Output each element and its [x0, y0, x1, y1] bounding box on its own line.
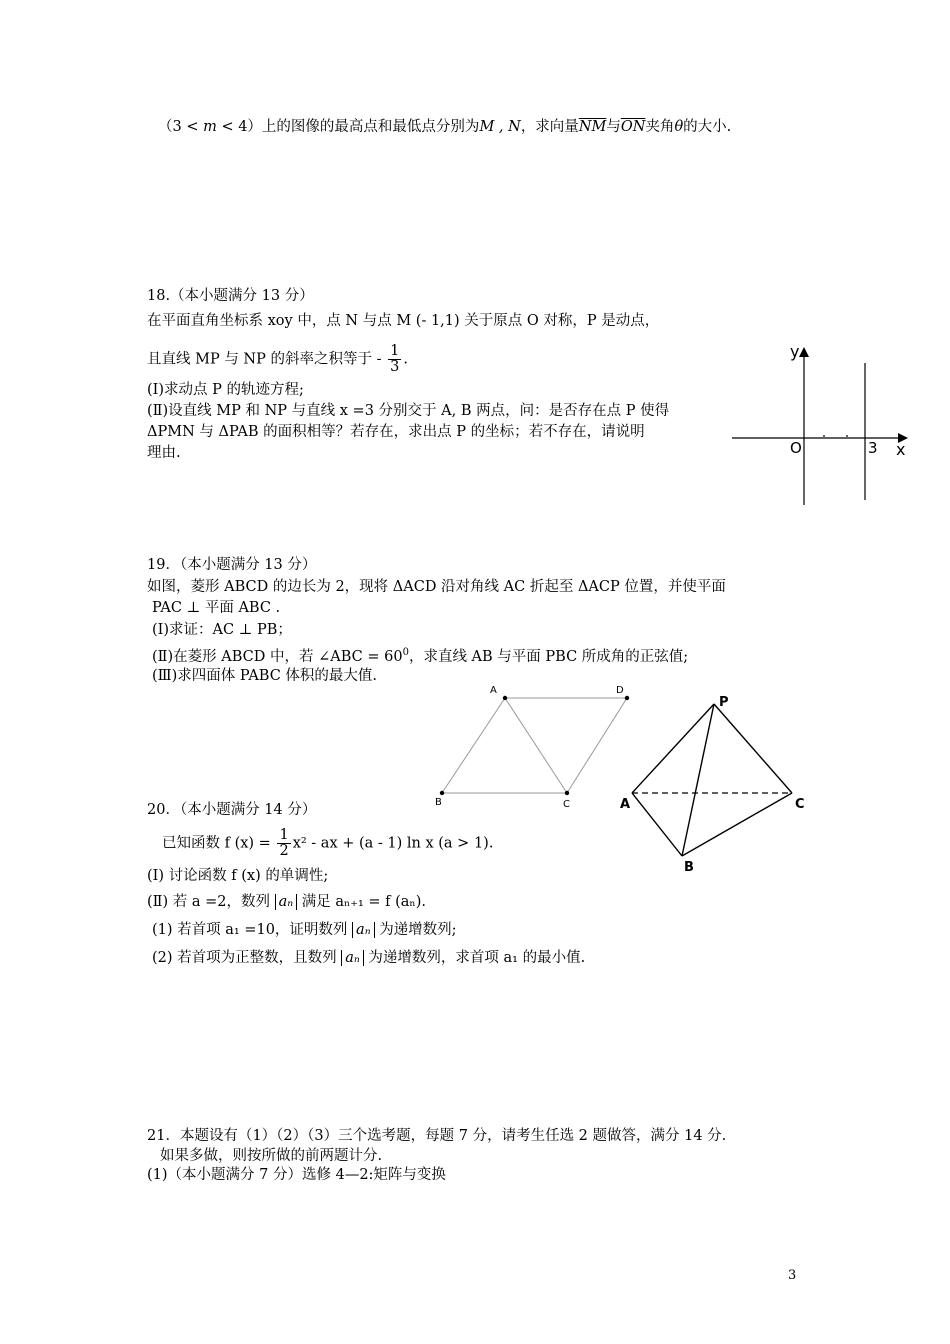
q17-post2: ，求向量 — [520, 119, 579, 135]
label-c: C — [795, 797, 805, 812]
q18-line4: (Ⅱ)设直线 MP 和 NP 与直线 x =3 分别交于 A, B 两点，问：是否存在点 P 使得 — [147, 403, 670, 419]
q18-frac-den: 3 — [390, 359, 400, 375]
q18-frac-num: 1 — [390, 343, 400, 359]
y-axis-label: y — [790, 342, 800, 361]
vertex-a — [503, 696, 507, 700]
q19-line4b: ，求直线 AB 与平面 PBC 所成角的正弦值; — [408, 648, 689, 665]
q17-points: M , N — [479, 119, 521, 135]
q18-line2a: 且直线 MP 与 NP 的斜率之积等于 - — [147, 351, 382, 368]
q20-line5b: 为递增数列，求首项 a₁ 的最小值. — [368, 950, 586, 966]
tick-dot — [846, 435, 848, 437]
q20-line2: (Ⅰ) 讨论函数 f (x) 的单调性; — [147, 868, 329, 884]
q18-line5: ΔPMN 与 ΔPAB 的面积相等？若存在，求出点 P 的坐标；若不存在，请说明 — [147, 424, 645, 440]
tick-3-label: 3 — [868, 439, 878, 457]
edge-cb — [682, 793, 792, 856]
q19-line2: PAC ⊥ 平面 ABC . — [152, 600, 281, 616]
y-axis-arrow-icon — [799, 347, 809, 357]
q18-line2b: . — [403, 351, 408, 368]
q20-line4b: 为递增数列; — [379, 922, 457, 938]
q17-tail-line — [158, 117, 731, 137]
label-b: B — [435, 797, 442, 808]
tetrahedron-figure — [618, 692, 818, 877]
edge-pa — [632, 704, 714, 793]
label-c: C — [563, 799, 570, 810]
q19-line3: (Ⅰ)求证：AC ⊥ PB； — [152, 622, 292, 638]
edge-ac — [505, 698, 567, 793]
q20-sequence: aₙ — [275, 894, 298, 910]
q20-frac-den: 2 — [279, 843, 289, 859]
q21-line3: (1)（本小题满分 7 分）选修 4—2:矩阵与变换 — [147, 1167, 446, 1183]
q18-line6: 理由. — [147, 445, 181, 461]
q17-theta: θ — [674, 119, 684, 135]
x-axis-label: x — [896, 440, 906, 459]
q20-line1a: 已知函数 f (x) = — [162, 835, 271, 852]
edge-pb — [682, 704, 714, 856]
origin-label: O — [790, 439, 802, 457]
q19-line4 — [152, 643, 688, 667]
q18-coordinate-graph — [720, 335, 920, 515]
q17-mid: 与 — [606, 119, 621, 135]
rhombus-figure — [430, 680, 640, 810]
q19-line4a: (Ⅱ)在菱形 ABCD 中，若 ∠ABC = 60 — [152, 648, 403, 665]
q18-line1: 在平面直角坐标系 xoy 中，点 N 与点 M (- 1,1) 关于原点 O 对称，P 是动点， — [147, 313, 660, 329]
q17-end: 的大小. — [683, 119, 732, 135]
q18-line3: (Ⅰ)求动点 P 的轨迹方程; — [147, 382, 304, 398]
page-number: 3 — [788, 1268, 797, 1283]
q20-header: 20．（本小题满分 14 分） — [147, 802, 317, 818]
q19-degree: 0 — [402, 647, 409, 658]
q20-line1b: x² - ax + (a - 1) ln x (a > 1). — [292, 835, 494, 852]
q17-post3: 夹角 — [645, 119, 675, 135]
q19-header: 19．（本小题满分 13 分） — [147, 557, 317, 573]
q20-line4a: (1) 若首项 a₁ =10，证明数列 — [152, 922, 348, 938]
edge-pc — [714, 704, 792, 793]
edge-ab — [632, 793, 682, 856]
tick-dot — [823, 435, 825, 437]
q20-frac-num: 1 — [279, 827, 289, 843]
label-d: D — [616, 685, 624, 696]
q20-sequence: aₙ — [341, 950, 364, 966]
q20-line5 — [152, 948, 585, 968]
q17-post1: < 4）上的图像的最高点和最低点分别为 — [216, 119, 480, 135]
q18-header: 18.（本小题满分 13 分） — [147, 288, 314, 304]
q21-line2: 如果多做，则按所做的前两题计分. — [160, 1148, 383, 1164]
q18-fraction — [388, 344, 401, 375]
q20-line3 — [147, 892, 426, 912]
q20-fraction — [277, 828, 290, 859]
q17-vector-on: $\overline{ON}$ — [620, 119, 646, 135]
q20-line3b: 满足 aₙ₊₁ = f (aₙ). — [301, 894, 426, 910]
q20-sequence: aₙ — [352, 922, 375, 938]
q17-pre: （3 < — [158, 119, 204, 135]
q17-vector-nm: $\overline{NM}$ — [578, 119, 607, 135]
vertex-c — [565, 791, 569, 795]
q17-m: m — [203, 119, 217, 135]
q21-line1: 21．本题设有（1）（2）（3）三个选考题，每题 7 分，请考生任选 2 题做答，满分 14 分. — [147, 1128, 727, 1144]
q20-line5a: (2) 若首项为正整数，且数列 — [152, 950, 337, 966]
label-a: A — [620, 797, 631, 812]
edge-ab — [442, 698, 505, 793]
q19-line1: 如图，菱形 ABCD 的边长为 2，现将 ΔACD 沿对角线 AC 折起至 ΔACP 位置，并使平面 — [147, 579, 726, 595]
label-p: P — [719, 695, 729, 710]
label-b: B — [684, 860, 694, 875]
q20-line1 — [162, 828, 493, 859]
q19-line5: (Ⅲ)求四面体 PABC 体积的最大值. — [152, 668, 378, 684]
q20-line4 — [152, 920, 457, 940]
label-a: A — [490, 685, 497, 696]
vertex-b — [440, 791, 444, 795]
q18-line2 — [147, 344, 408, 375]
q20-line3a: (Ⅱ) 若 a =2，数列 — [147, 894, 271, 910]
